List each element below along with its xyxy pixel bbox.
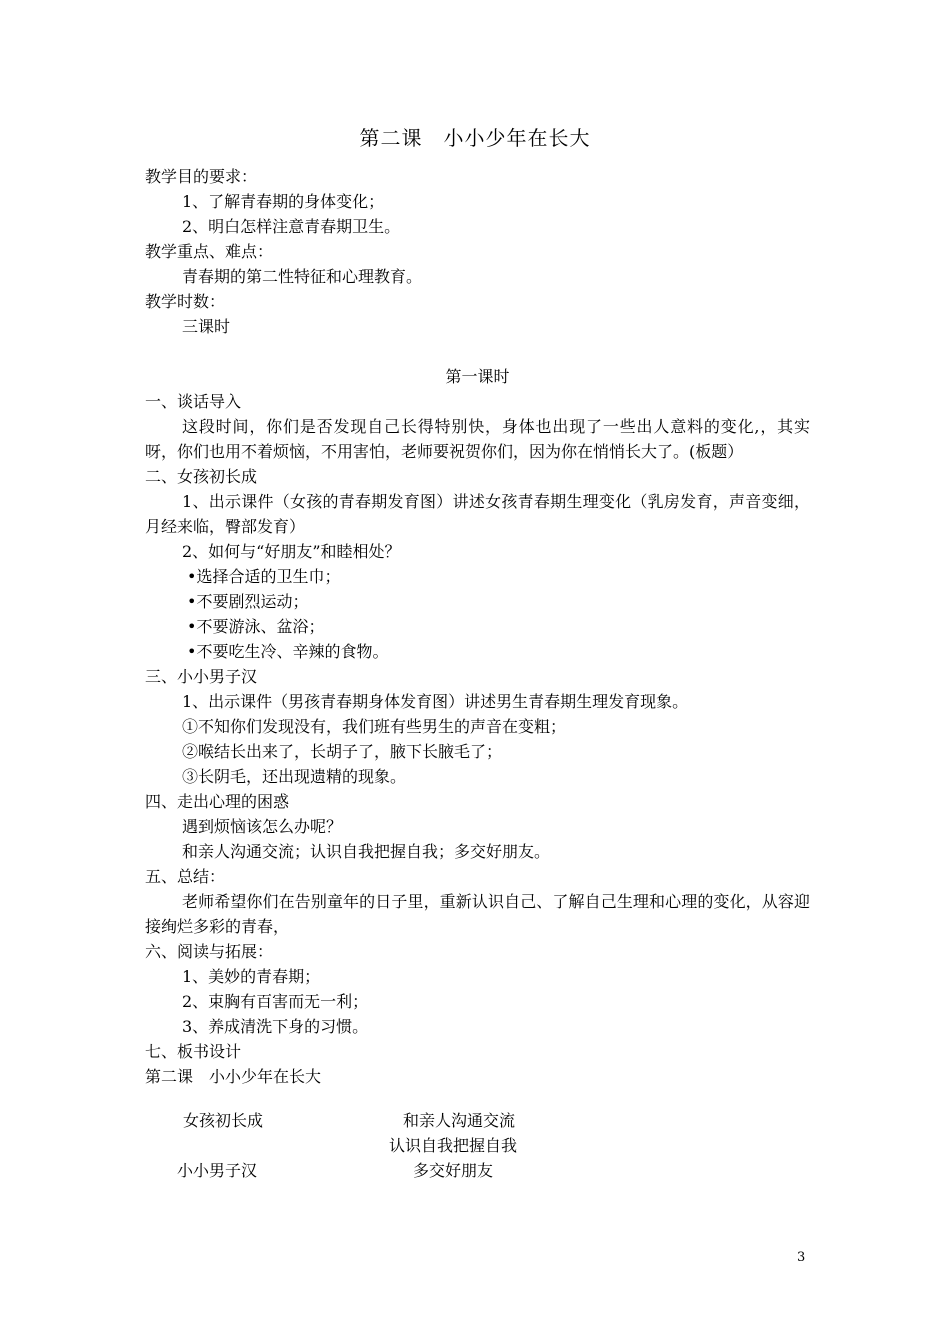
board-left-item: 小小男子汉 [177, 1161, 258, 1180]
key-points-text: 青春期的第二性特征和心理教育。 [182, 267, 423, 286]
reading-item: 2、束胸有百害而无一利； [182, 992, 369, 1011]
hours-heading: 教学时数： [145, 292, 226, 311]
section-paragraph: 1、出示课件（女孩的青春期发育图）讲述女孩青春期生理变化（乳房发育，声音变细，月经来临，臀部发育） [145, 492, 810, 536]
page-number: 3 [797, 1250, 806, 1265]
section-heading: 一、谈话导入 [145, 392, 242, 411]
board-title: 第二课 小小少年在长大 [145, 1067, 322, 1086]
section-paragraph: 老师希望你们在告别童年的日子里，重新认识自己、了解自己生理和心理的变化，从容迎接绚烂多彩的青春， [145, 892, 810, 936]
reading-item: 1、美妙的青春期； [182, 967, 321, 986]
bullet-item: •选择合适的卫生巾； [187, 567, 341, 586]
section-heading: 三、小小男子汉 [145, 667, 258, 686]
numbered-item: ②喉结长出来了，长胡子了，腋下长腋毛了； [182, 742, 503, 761]
hours-text: 三课时 [182, 317, 231, 336]
board-right-item: 认识自我把握自我 [389, 1136, 518, 1155]
section-paragraph: 2、如何与“好朋友”和睦相处？ [182, 542, 401, 561]
section-paragraph: 这段时间，你们是否发现自己长得特别快，身体也出现了一些出人意料的变化,，其实呀，你们也用不着烦恼，不用害怕，老师要祝贺你们，因为你在悄悄长大了。(板题） [145, 417, 810, 461]
objectives-heading: 教学目的要求： [145, 167, 258, 186]
section-heading: 五、总结： [145, 867, 226, 886]
lesson-title: 第二课 小小少年在长大 [359, 126, 591, 150]
section-heading: 二、女孩初长成 [145, 467, 258, 486]
lesson1-heading: 第一课时 [445, 367, 510, 386]
board-right-item: 多交好朋友 [413, 1161, 494, 1180]
reading-item: 3、养成清洗下身的习惯。 [182, 1017, 369, 1036]
bullet-item: •不要吃生冷、辛辣的食物。 [187, 642, 389, 661]
board-left-item: 女孩初长成 [183, 1111, 264, 1130]
section-paragraph: 和亲人沟通交流；认识自我把握自我；多交好朋友。 [182, 842, 551, 861]
lesson-content [145, 164, 810, 1203]
numbered-item: ③长阴毛，还出现遗精的现象。 [182, 767, 407, 786]
section-heading: 七、板书设计 [145, 1042, 242, 1061]
board-design [145, 1103, 810, 1203]
bullet-item: •不要剧烈运动； [187, 592, 309, 611]
key-points-heading: 教学重点、难点： [145, 242, 274, 261]
section-paragraph: 1、出示课件（男孩青春期身体发育图）讲述男生青春期生理发育现象。 [182, 692, 689, 711]
board-right-item: 和亲人沟通交流 [403, 1111, 516, 1130]
bullet-item: •不要游泳、盆浴； [187, 617, 325, 636]
section-heading: 四、走出心理的困惑 [145, 792, 290, 811]
objective-item: 1、了解青春期的身体变化； [182, 192, 385, 211]
section-paragraph: 遇到烦恼该怎么办呢？ [182, 817, 343, 836]
section-heading: 六、阅读与拓展： [145, 942, 274, 961]
numbered-item: ①不知你们发现没有，我们班有些男生的声音在变粗； [182, 717, 567, 736]
objective-item: 2、明白怎样注意青春期卫生。 [182, 217, 401, 236]
